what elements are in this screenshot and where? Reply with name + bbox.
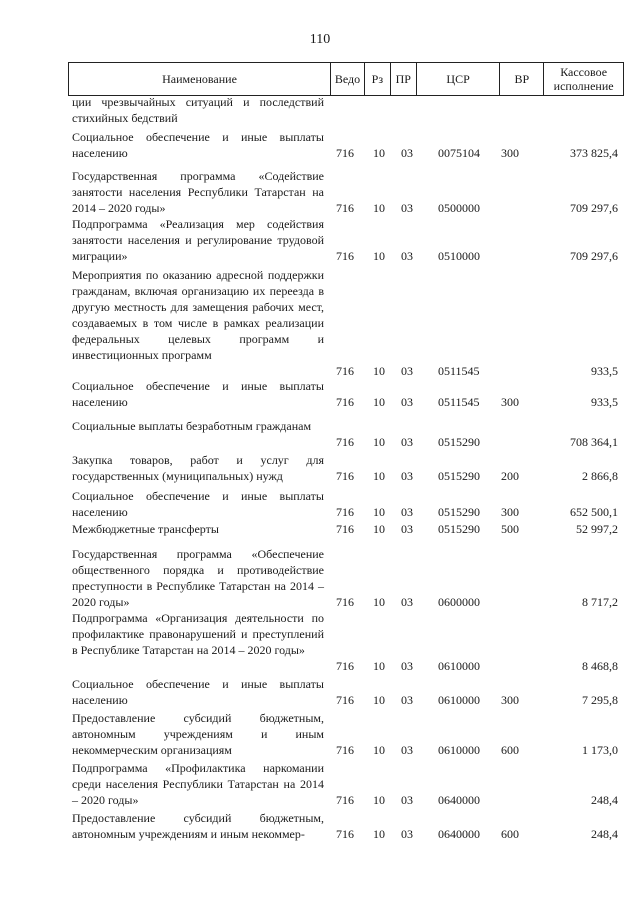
row-sum: 933,5: [591, 395, 618, 409]
row-sum: 248,4: [591, 793, 618, 807]
row-rz: 10: [373, 522, 385, 536]
row-ved: 716: [336, 793, 354, 807]
col-header-rz: Рз: [364, 63, 390, 95]
table-row: [0, 378, 640, 410]
row-csr: 0610000: [438, 743, 480, 757]
col-header-pr: ПР: [390, 63, 416, 95]
row-csr: 0511545: [438, 395, 480, 409]
row-csr: 0511545: [438, 364, 480, 378]
row-name: ции чрезвычайных ситуаций и последствий стихийных бедствий: [72, 95, 324, 125]
row-name: Социальное обеспечение и иные выплаты населению: [72, 379, 324, 409]
row-rz: 10: [373, 743, 385, 757]
row-sum: 248,4: [591, 827, 618, 841]
row-name: Закупка товаров, работ и услуг для государственных (муниципальных) нужд: [72, 453, 324, 483]
row-rz: 10: [373, 249, 385, 263]
row-ved: 716: [336, 693, 354, 707]
row-sum: 373 825,4: [570, 146, 618, 160]
row-rz: 10: [373, 364, 385, 378]
col-header-vr: ВР: [499, 63, 543, 95]
row-name: Подпрограмма «Организация деятельности по профилактике правонарушений и преступлений в Республике Татарстан на 2014 – 2020 годы»: [72, 611, 324, 657]
row-vr: 300: [501, 505, 519, 519]
row-ved: 716: [336, 395, 354, 409]
col-header-name: Наименование: [162, 72, 237, 86]
row-sum: 652 500,1: [570, 505, 618, 519]
row-pr: 03: [401, 146, 413, 160]
table-row: [0, 546, 640, 610]
row-sum: 1 173,0: [582, 743, 618, 757]
table-header: [68, 62, 624, 96]
row-rz: 10: [373, 469, 385, 483]
row-name: Межбюджетные трансферты: [72, 522, 219, 536]
row-csr: 0075104: [438, 146, 480, 160]
table-row: [0, 521, 640, 537]
row-csr: 0510000: [438, 249, 480, 263]
table-row: [0, 676, 640, 708]
row-rz: 10: [373, 201, 385, 215]
row-csr: 0600000: [438, 595, 480, 609]
row-pr: 03: [401, 364, 413, 378]
row-name: Мероприятия по оказанию адресной поддержки гражданам, включая организацию их переезда в другую местность для замещения рабочих мест, создаваемых в том числе в рамках реализации федеральных целевых программ и инвестиционных программ: [72, 268, 324, 362]
row-ved: 716: [336, 659, 354, 673]
row-name: Социальное обеспечение и иные выплаты населению: [72, 489, 324, 519]
row-csr: 0640000: [438, 827, 480, 841]
row-csr: 0515290: [438, 435, 480, 449]
row-ved: 716: [336, 249, 354, 263]
row-pr: 03: [401, 505, 413, 519]
row-rz: 10: [373, 595, 385, 609]
row-pr: 03: [401, 659, 413, 673]
row-vr: 200: [501, 469, 519, 483]
row-pr: 03: [401, 793, 413, 807]
table-row: [0, 452, 640, 484]
row-csr: 0610000: [438, 659, 480, 673]
row-ved: 716: [336, 146, 354, 160]
row-sum: 52 997,2: [576, 522, 618, 536]
row-rz: 10: [373, 827, 385, 841]
table-row: [0, 710, 640, 758]
row-csr: 0640000: [438, 793, 480, 807]
row-sum: 709 297,6: [570, 201, 618, 215]
table-row: [0, 810, 640, 842]
row-name: Социальные выплаты безработным гражданам: [72, 419, 312, 433]
row-sum: 709 297,6: [570, 249, 618, 263]
row-pr: 03: [401, 693, 413, 707]
row-rz: 10: [373, 693, 385, 707]
row-name: Предоставление субсидий бюджетным, автономным учреждениям и иным некоммер-: [72, 811, 324, 841]
row-vr: 600: [501, 827, 519, 841]
col-header-csr: ЦСР: [416, 63, 500, 95]
table-row: [0, 129, 640, 161]
row-csr: 0515290: [438, 522, 480, 536]
table-row: [0, 488, 640, 520]
row-vr: 500: [501, 522, 519, 536]
row-ved: 716: [336, 522, 354, 536]
row-ved: 716: [336, 743, 354, 757]
table-row: [0, 267, 640, 379]
row-csr: 0610000: [438, 693, 480, 707]
row-ved: 716: [336, 827, 354, 841]
row-name: Социальное обеспечение и иные выплаты населению: [72, 677, 324, 707]
row-pr: 03: [401, 827, 413, 841]
row-name: Подпрограмма «Реализация мер содействия занятости населения и регулирование трудовой миграции»: [72, 217, 324, 263]
page-number: 110: [309, 32, 331, 47]
row-vr: 600: [501, 743, 519, 757]
row-ved: 716: [336, 469, 354, 483]
row-ved: 716: [336, 364, 354, 378]
row-name: Предоставление субсидий бюджетным, автономным учреждениям и иным некоммерческим организациям: [72, 711, 324, 757]
row-name: Социальное обеспечение и иные выплаты населению: [72, 130, 324, 160]
table-row: [0, 168, 640, 216]
row-rz: 10: [373, 505, 385, 519]
row-rz: 10: [373, 659, 385, 673]
row-pr: 03: [401, 522, 413, 536]
row-pr: 03: [401, 249, 413, 263]
row-sum: 8 468,8: [582, 659, 618, 673]
table-row: [0, 418, 640, 450]
col-header-sum: Кассовое исполнение: [543, 63, 623, 95]
row-csr: 0515290: [438, 505, 480, 519]
row-sum: 708 364,1: [570, 435, 618, 449]
row-vr: 300: [501, 693, 519, 707]
table-row: [0, 610, 640, 674]
row-name: Государственная программа «Обеспечение общественного порядка и противодействие преступности в Республике Татарстан на 2014 – 2020 годы»: [72, 547, 324, 609]
row-vr: 300: [501, 146, 519, 160]
row-ved: 716: [336, 595, 354, 609]
row-sum: 8 717,2: [582, 595, 618, 609]
row-sum: 2 866,8: [582, 469, 618, 483]
row-rz: 10: [373, 435, 385, 449]
row-ved: 716: [336, 505, 354, 519]
row-csr: 0500000: [438, 201, 480, 215]
row-rz: 10: [373, 793, 385, 807]
row-pr: 03: [401, 201, 413, 215]
row-pr: 03: [401, 743, 413, 757]
row-csr: 0515290: [438, 469, 480, 483]
table-row: [0, 216, 640, 264]
row-pr: 03: [401, 595, 413, 609]
row-rz: 10: [373, 146, 385, 160]
table-row: [0, 760, 640, 808]
row-ved: 716: [336, 435, 354, 449]
row-pr: 03: [401, 469, 413, 483]
table-row: [0, 94, 640, 126]
row-name: Подпрограмма «Профилактика наркомании среди населения Республики Татарстан на 2014 – 2020 годы»: [72, 761, 324, 807]
row-ved: 716: [336, 201, 354, 215]
row-vr: 300: [501, 395, 519, 409]
col-header-ved: Ведо: [330, 63, 364, 95]
row-pr: 03: [401, 435, 413, 449]
row-name: Государственная программа «Содействие занятости населения Республики Татарстан на 2014 – 2020 годы»: [72, 169, 324, 215]
row-sum: 933,5: [591, 364, 618, 378]
row-pr: 03: [401, 395, 413, 409]
row-rz: 10: [373, 395, 385, 409]
row-sum: 7 295,8: [582, 693, 618, 707]
